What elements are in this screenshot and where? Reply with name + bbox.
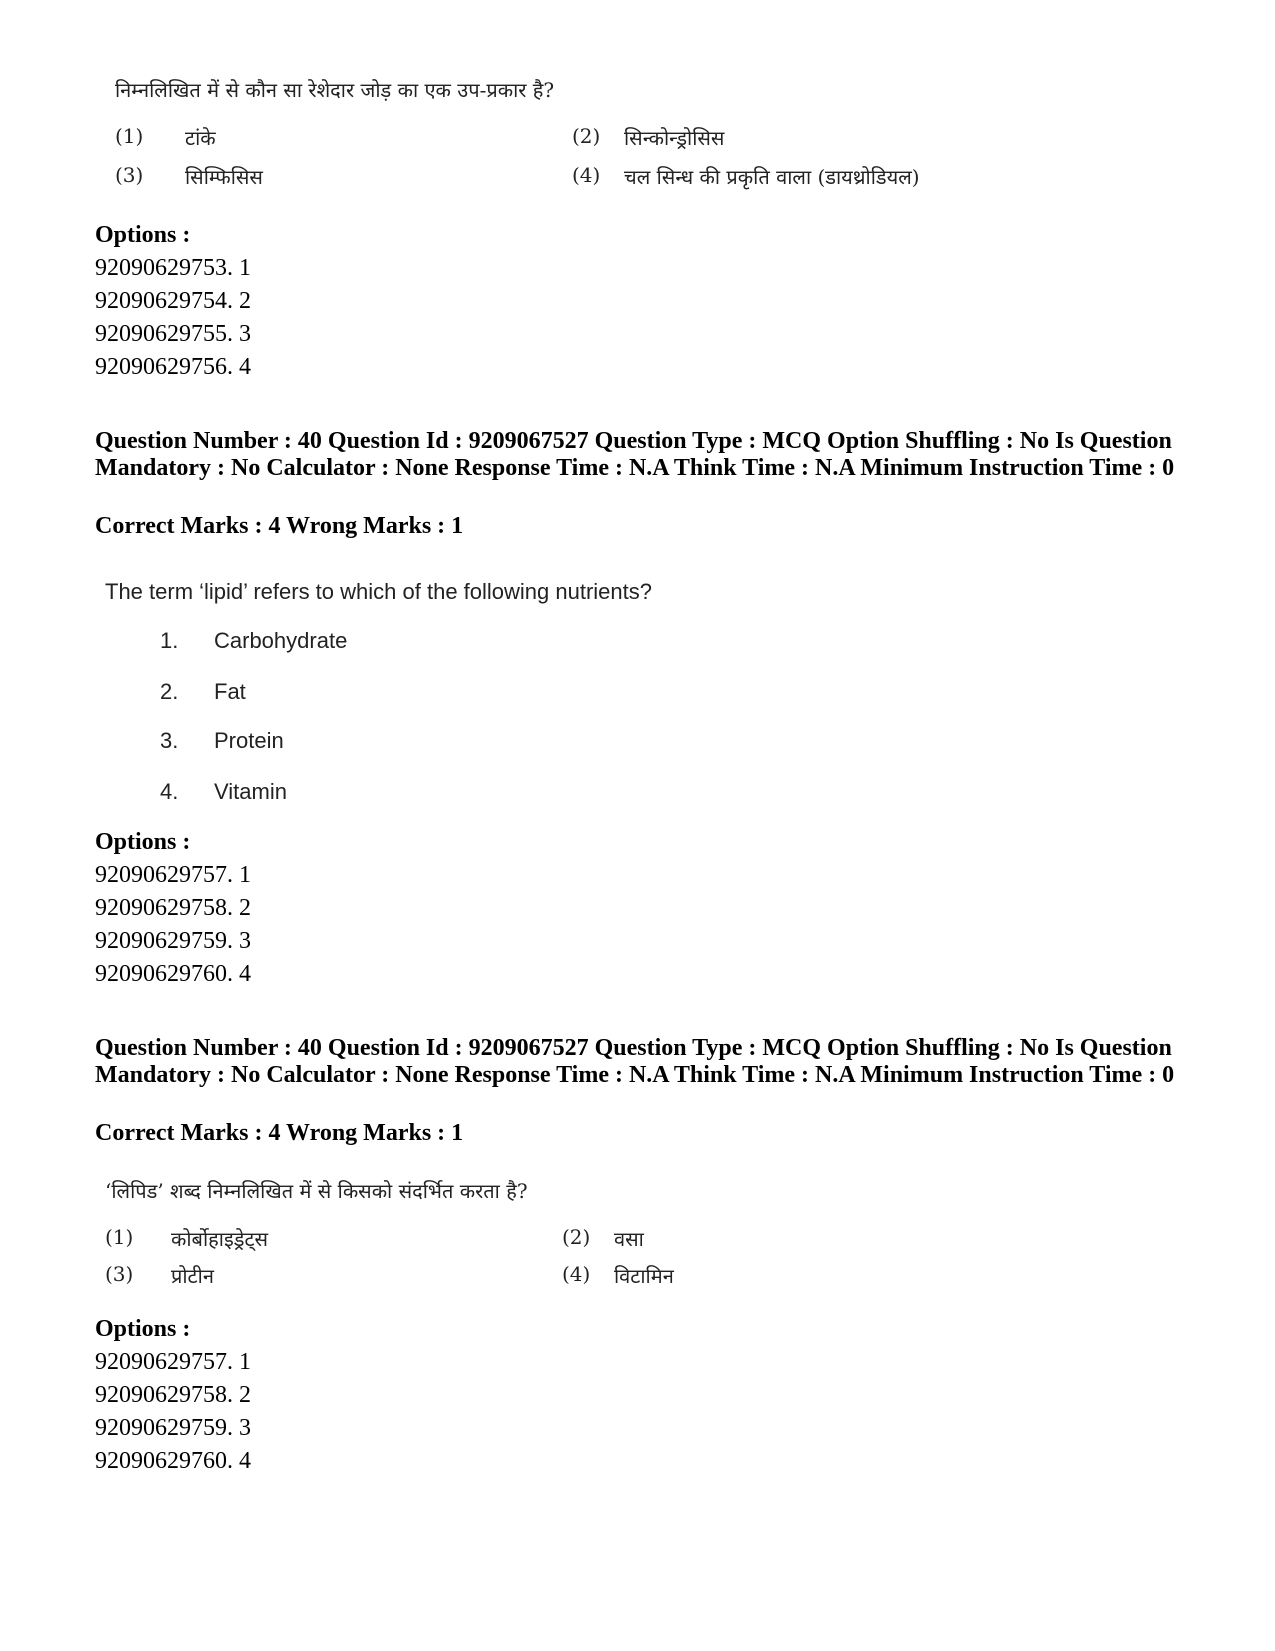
- option-id-line: 92090629753. 1: [95, 255, 251, 281]
- option-text: सिम्फिसिस: [185, 165, 263, 189]
- option-id-line: 92090629757. 1: [95, 1349, 251, 1375]
- option-number: (1): [115, 124, 144, 148]
- option-number: (4): [562, 1262, 591, 1286]
- option-text: प्रोटीन: [171, 1264, 214, 1288]
- option-text: वसा: [614, 1227, 644, 1251]
- option-id-line: 92090629758. 2: [95, 1382, 251, 1408]
- option-id-line: 92090629757. 1: [95, 862, 251, 888]
- question-stem: The term ‘lipid’ refers to which of the following nutrients?: [105, 579, 652, 604]
- option-id-line: 92090629759. 3: [95, 1415, 251, 1441]
- item-text: Fat: [214, 679, 246, 704]
- item-text: Vitamin: [214, 779, 287, 804]
- option-id-line: 92090629760. 4: [95, 1448, 251, 1474]
- options-label: Options :: [95, 1316, 191, 1342]
- option-text: चल सिन्ध की प्रकृति वाला (डायथ्रोडियल): [624, 165, 920, 189]
- option-number: (2): [572, 124, 601, 148]
- option-number: (2): [562, 1225, 591, 1249]
- item-text: Protein: [214, 728, 284, 753]
- question-meta: Question Number : 40 Question Id : 9209067527 Question Type : MCQ Option Shuffling : No Is Question Mandatory : No Calculator : None Response Time : N.A Think Time : N.A Minimum Instruction Time : 0: [95, 1035, 1175, 1088]
- options-label: Options :: [95, 222, 191, 248]
- question-meta: Question Number : 40 Question Id : 9209067527 Question Type : MCQ Option Shuffling : No Is Question Mandatory : No Calculator : None Response Time : N.A Think Time : N.A Minimum Instruction Time : 0: [95, 428, 1175, 481]
- question-stem: ‘लिपिड’ शब्द निम्नलिखित में से किसको संदर्भित करता है?: [105, 1179, 528, 1203]
- item-number: 4.: [160, 779, 179, 804]
- option-number: (1): [105, 1225, 134, 1249]
- option-id-line: 92090629756. 4: [95, 354, 251, 380]
- option-id-line: 92090629758. 2: [95, 895, 251, 921]
- question-stem: निम्नलिखित में से कौन सा रेशेदार जोड़ का एक उप-प्रकार है?: [115, 78, 555, 102]
- option-id-line: 92090629754. 2: [95, 288, 251, 314]
- option-id-line: 92090629759. 3: [95, 928, 251, 954]
- item-text: Carbohydrate: [214, 628, 348, 653]
- option-text: सिन्कोन्ड्रोसिस: [624, 126, 725, 150]
- option-number: (3): [105, 1262, 134, 1286]
- question-marks: Correct Marks : 4 Wrong Marks : 1: [95, 1120, 464, 1146]
- item-number: 3.: [160, 728, 179, 753]
- item-number: 2.: [160, 679, 179, 704]
- options-label: Options :: [95, 829, 191, 855]
- option-text: विटामिन: [614, 1264, 674, 1288]
- option-text: टांके: [185, 126, 216, 150]
- question-marks: Correct Marks : 4 Wrong Marks : 1: [95, 513, 464, 539]
- option-id-line: 92090629755. 3: [95, 321, 251, 347]
- option-number: (4): [572, 163, 601, 187]
- option-number: (3): [115, 163, 144, 187]
- option-id-line: 92090629760. 4: [95, 961, 251, 987]
- option-text: कोर्बोहाइड्रेट्स: [171, 1227, 269, 1251]
- item-number: 1.: [160, 628, 179, 653]
